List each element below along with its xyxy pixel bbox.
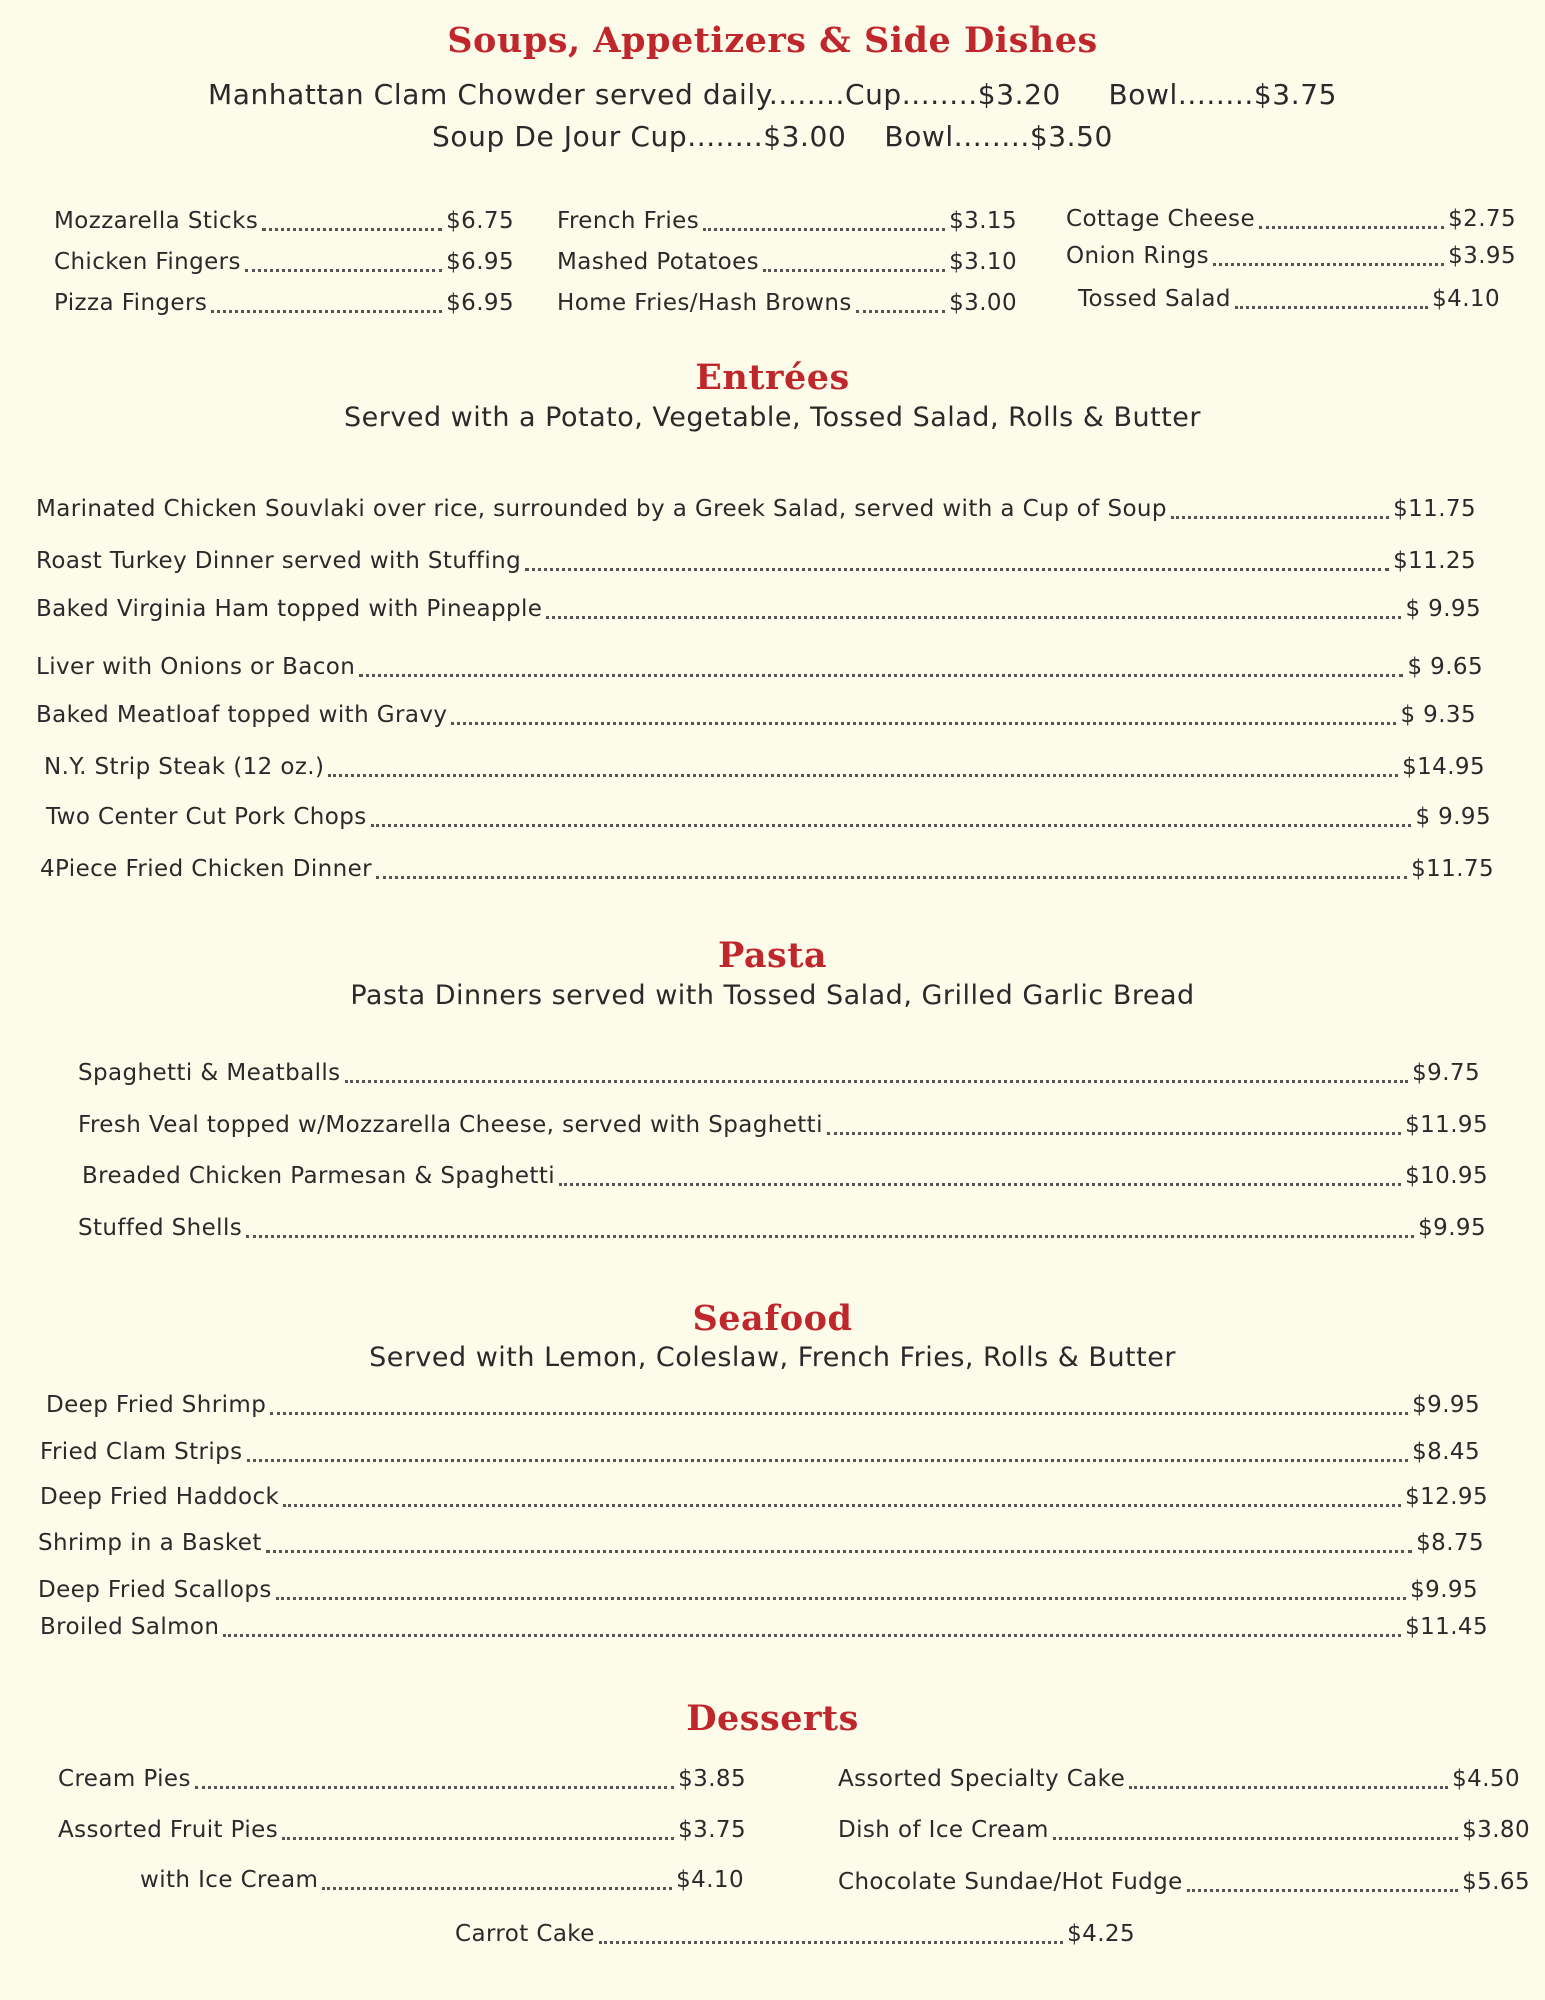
item-name: Chocolate Sundae/Hot Fudge xyxy=(838,1869,1183,1895)
seafood-subtitle: Served with Lemon, Coleslaw, French Fries, Rolls & Butter xyxy=(369,1342,1176,1373)
leader-dots xyxy=(1213,263,1444,266)
item-name: 4Piece Fried Chicken Dinner xyxy=(40,856,372,882)
item-price: $9.95 xyxy=(1418,1215,1486,1241)
leader-dots xyxy=(282,1837,674,1840)
leader-dots xyxy=(827,1132,1401,1135)
menu-item xyxy=(54,208,514,234)
leader-dots xyxy=(345,1080,1409,1083)
leader-dots xyxy=(246,1235,1414,1238)
leader-dots xyxy=(1235,306,1428,309)
item-price: $8.75 xyxy=(1416,1530,1484,1556)
menu-item xyxy=(36,548,1476,574)
item-price: $4.10 xyxy=(1432,286,1500,312)
item-price: $ 9.35 xyxy=(1400,702,1476,728)
item-price: $3.15 xyxy=(949,208,1017,234)
item-name: Deep Fried Haddock xyxy=(40,1484,280,1510)
menu-item xyxy=(36,654,1483,680)
item-price: $3.10 xyxy=(949,249,1017,275)
leader-dots xyxy=(328,774,1398,777)
menu-item xyxy=(455,1921,1135,1947)
item-price: $4.50 xyxy=(1452,1766,1520,1792)
item-price: $9.95 xyxy=(1410,1577,1478,1603)
item-name: Deep Fried Shrimp xyxy=(46,1392,267,1418)
leader-dots xyxy=(546,616,1401,619)
item-name: Cream Pies xyxy=(58,1766,191,1792)
leader-dots xyxy=(559,1183,1401,1186)
item-name: Baked Virginia Ham topped with Pineapple xyxy=(36,596,543,622)
menu-item xyxy=(557,249,1017,275)
item-name: Fried Clam Strips xyxy=(40,1439,243,1465)
leader-dots xyxy=(1129,1786,1448,1789)
item-name: Shrimp in a Basket xyxy=(38,1530,262,1556)
item-price: $9.75 xyxy=(1412,1060,1480,1086)
menu-item xyxy=(140,1867,744,1893)
menu-item xyxy=(557,290,1017,316)
item-price: $3.75 xyxy=(678,1817,746,1843)
menu-item xyxy=(557,208,1017,234)
item-price: $8.45 xyxy=(1412,1439,1480,1465)
item-name: Roast Turkey Dinner served with Stuffing xyxy=(36,548,522,574)
item-price: $12.95 xyxy=(1405,1484,1488,1510)
leader-dots xyxy=(223,1634,1401,1637)
item-price: $ 9.95 xyxy=(1415,804,1491,830)
item-name: Broiled Salmon xyxy=(40,1614,220,1640)
leader-dots xyxy=(376,876,1407,879)
menu-item xyxy=(38,1530,1484,1556)
item-price: $14.95 xyxy=(1402,754,1485,780)
entrees-subtitle: Served with a Potato, Vegetable, Tossed Salad, Rolls & Butter xyxy=(344,402,1201,433)
leader-dots xyxy=(371,824,1412,827)
item-price: $2.75 xyxy=(1448,206,1516,232)
item-name: Two Center Cut Pork Chops xyxy=(46,804,367,830)
menu-item xyxy=(78,1060,1480,1086)
soups-heading: Soups, Appetizers & Side Dishes xyxy=(447,20,1098,61)
item-price: $6.75 xyxy=(446,208,514,234)
menu-item xyxy=(46,1392,1480,1418)
item-name: N.Y. Strip Steak (12 oz.) xyxy=(44,754,325,780)
item-name: Fresh Veal topped w/Mozzarella Cheese, served with Spaghetti xyxy=(78,1112,823,1138)
item-price: $11.95 xyxy=(1405,1112,1488,1138)
menu-item xyxy=(78,1215,1486,1241)
menu-item xyxy=(54,249,514,275)
leader-dots xyxy=(266,1550,1412,1553)
menu-item xyxy=(36,596,1481,622)
menu-item xyxy=(58,1766,746,1792)
item-price: $3.85 xyxy=(678,1766,746,1792)
item-price: $3.95 xyxy=(1448,243,1516,269)
item-price: $11.45 xyxy=(1405,1614,1488,1640)
entrees-heading: Entrées xyxy=(695,357,850,398)
leader-dots xyxy=(276,1597,1406,1600)
item-price: $11.25 xyxy=(1393,548,1476,574)
clam-chowder-line: Manhattan Clam Chowder served daily........Cup........$3.20 Bowl........$3.75 xyxy=(207,78,1338,111)
item-name: Pizza Fingers xyxy=(54,290,208,316)
item-name: Home Fries/Hash Browns xyxy=(557,290,852,316)
item-price: $5.65 xyxy=(1462,1869,1530,1895)
leader-dots xyxy=(1171,516,1389,519)
menu-item xyxy=(82,1163,1488,1189)
item-name: Tossed Salad xyxy=(1078,286,1231,312)
menu-item xyxy=(78,1112,1488,1138)
menu-item xyxy=(40,1614,1488,1640)
item-name: Baked Meatloaf topped with Gravy xyxy=(36,702,448,728)
menu-item xyxy=(1066,206,1516,232)
leader-dots xyxy=(359,674,1403,677)
item-price: $6.95 xyxy=(446,249,514,275)
leader-dots xyxy=(856,310,945,313)
pasta-subtitle: Pasta Dinners served with Tossed Salad, Grilled Garlic Bread xyxy=(350,980,1195,1011)
pasta-heading: Pasta xyxy=(717,935,828,976)
item-name: French Fries xyxy=(557,208,700,234)
leader-dots xyxy=(195,1786,674,1789)
leader-dots xyxy=(763,269,945,272)
leader-dots xyxy=(599,1941,1063,1944)
leader-dots xyxy=(525,568,1389,571)
leader-dots xyxy=(211,310,442,313)
leader-dots xyxy=(703,228,945,231)
menu-item xyxy=(40,1439,1480,1465)
soup-de-jour-line: Soup De Jour Cup........$3.00 Bowl........$3.50 xyxy=(432,120,1113,153)
item-name: Deep Fried Scallops xyxy=(38,1577,272,1603)
menu-item xyxy=(54,290,514,316)
item-price: $9.95 xyxy=(1412,1392,1480,1418)
desserts-heading: Desserts xyxy=(686,1698,859,1739)
item-name: with Ice Cream xyxy=(140,1867,319,1893)
leader-dots xyxy=(1187,1889,1458,1892)
leader-dots xyxy=(283,1504,1401,1507)
item-name: Cottage Cheese xyxy=(1066,206,1255,232)
item-name: Chicken Fingers xyxy=(54,249,241,275)
leader-dots xyxy=(1053,1837,1458,1840)
leader-dots xyxy=(451,722,1396,725)
menu-item xyxy=(58,1817,746,1843)
item-name: Mashed Potatoes xyxy=(557,249,760,275)
leader-dots xyxy=(247,1459,1409,1462)
item-name: Assorted Specialty Cake xyxy=(838,1766,1126,1792)
menu-item xyxy=(1066,243,1516,269)
item-price: $11.75 xyxy=(1411,856,1494,882)
menu-item xyxy=(36,702,1476,728)
menu-item xyxy=(44,754,1485,780)
item-name: Assorted Fruit Pies xyxy=(58,1817,279,1843)
item-price: $4.10 xyxy=(676,1867,744,1893)
item-name: Breaded Chicken Parmesan & Spaghetti xyxy=(82,1163,556,1189)
item-price: $6.95 xyxy=(446,290,514,316)
item-price: $11.75 xyxy=(1393,496,1476,522)
menu-item xyxy=(838,1869,1530,1895)
item-price: $10.95 xyxy=(1405,1163,1488,1189)
menu-item xyxy=(46,804,1491,830)
item-name: Onion Rings xyxy=(1066,243,1209,269)
leader-dots xyxy=(322,1887,672,1890)
menu-item xyxy=(838,1817,1530,1843)
leader-dots xyxy=(245,269,442,272)
leader-dots xyxy=(262,228,442,231)
item-name: Carrot Cake xyxy=(455,1921,595,1947)
menu-item xyxy=(838,1766,1520,1792)
item-name: Marinated Chicken Souvlaki over rice, surrounded by a Greek Salad, served with a Cup of Soup xyxy=(36,496,1167,522)
item-price: $3.00 xyxy=(949,290,1017,316)
item-name: Stuffed Shells xyxy=(78,1215,243,1241)
item-name: Liver with Onions or Bacon xyxy=(36,654,356,680)
menu-item xyxy=(36,496,1476,522)
menu-item xyxy=(1078,286,1500,312)
item-price: $3.80 xyxy=(1462,1817,1530,1843)
item-price: $ 9.95 xyxy=(1405,596,1481,622)
menu-item xyxy=(38,1577,1478,1603)
item-name: Mozzarella Sticks xyxy=(54,208,259,234)
item-name: Spaghetti & Meatballs xyxy=(78,1060,341,1086)
item-price: $4.25 xyxy=(1067,1921,1135,1947)
leader-dots xyxy=(270,1412,1408,1415)
item-price: $ 9.65 xyxy=(1407,654,1483,680)
menu-item xyxy=(40,856,1494,882)
menu-item xyxy=(40,1484,1488,1510)
leader-dots xyxy=(1259,226,1444,229)
seafood-heading: Seafood xyxy=(692,1298,853,1339)
item-name: Dish of Ice Cream xyxy=(838,1817,1049,1843)
